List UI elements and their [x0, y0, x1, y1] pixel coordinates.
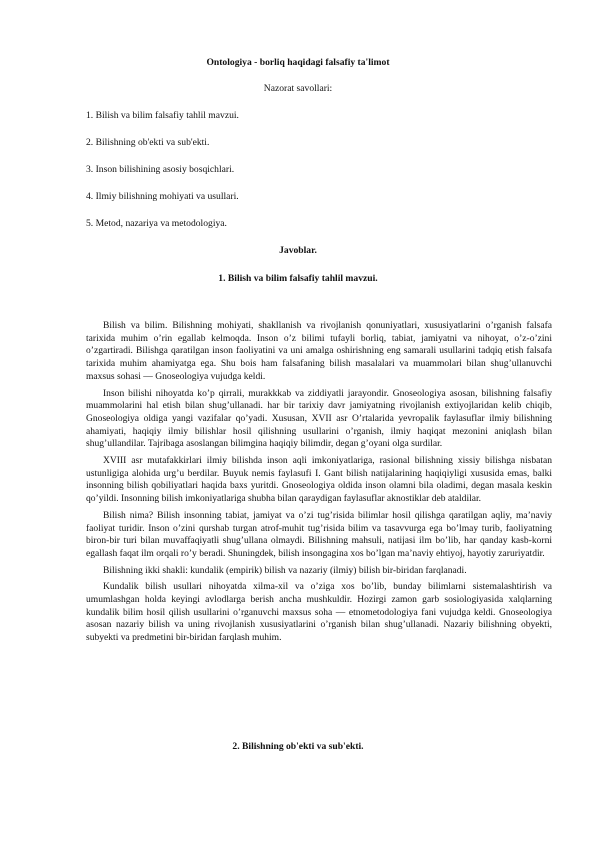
question-item: 3. Inson bilishining asosiy bosqichlari. [86, 164, 235, 175]
paragraph: Bilish nima? Bilish insonning tabiat, jamiyat va o’zi tug’risida bilimlar hosil qilishga qaratilgan aqliy, ma’naviy faoliyat turidir. Inson o’zini qurshab turgan atrof-muhit tug’risida bilim va tasavvurga ega bo’lmay turib, faoliyatning biron-bir turi bilan muvaffaqiyatli shug’ullana olmaydi. Bilishning mahsuli, natijasi ilm bo’lib, har qanday kasb-korni egallash faqat ilm orqali ro’y beradi. Shuningdek, bilish insongagina xos bo’lgan ma’naviy ehtiyoj, hayotiy zaruriyatdir. [86, 509, 552, 559]
question-item: 1. Bilish va bilim falsafiy tahlil mavzui. [86, 110, 239, 121]
paragraph: Bilish va bilim. Bilishning mohiyati, shakllanish va rivojlanish qonuniyatlari, xususiyatlarini o’rganish falsafa tarixida muhim o’rin egallab kelmoqda. Inson o’z bilimi tufayli borliq, tabiat, jamiyatni va nihoyat, o’z-o’zini o’zgartiradi. Bilishga qaratilgan inson faoliyatini va uni amalga oshirishning eng samarali usullarini tadqiq etish falsafa tarixida muhim ahamiyatga ega. Shu bois ham falsafaning bilish masalalari va muammolari bilan shug’ullanuvchi maxsus sohasi — Gnoseologiya vujudga keldi. [86, 320, 552, 382]
section-heading: 1. Bilish va bilim falsafiy tahlil mavzui. [218, 273, 378, 284]
paragraph: Inson bilishi nihoyatda ko’p qirrali, murakkkab va ziddiyatli jarayondir. Gnoseologiya asosan, bilishning falsafiy muammolarini hal etish bilan shug’ullanadi. har bir tarixiy davr jamiyatning rivojlanish extiyojlaridan kelib chiqib, Gnoseologiya oldiga yangi vazifalar qo’yadi. Xususan, XVII asr O’rtalarida yevropalik faylasuflar ilmiy bilishning ahamiyati, haqiqiy ilmiy bilishlar hosil qilishning usullarini o’rganish, ilmiy haqiqat mezonini aniqlash bilan shug’ullandilar. Tajribaga asoslangan bilimgina haqiqiy bilimdir, degan g’oyani olga surdilar. [86, 387, 552, 450]
paragraph: Kundalik bilish usullari nihoyatda xilma-xil va o’ziga xos bo’lib, bunday bilimlarni sistemalashtirish va umumlashgan holda keyingi avlodlarga berish ancha mushkuldir. Hozirgi zamon garb sosiologiyasida xalqlarning kundalik bilim hosil qilish usullarini o’rganuvchi maxsus soha — etnometodologiya fani vujudga keldi. Gnoseologiya asosan nazariy bilish va uning rivojlanish xususiyatlarini o’rganish bilan shug’ullanadi. Nazariy bilishning obyekti, subyekti va predmetini bir-biridan farqlash muhim. [86, 581, 552, 644]
section-heading: 2. Bilishning ob'ekti va sub'ekti. [232, 741, 364, 752]
question-item: 4. Ilmiy bilishning mohiyati va usullari. [86, 191, 239, 202]
answers-heading: Javoblar. [279, 245, 317, 256]
page-title: Ontologiya - borliq haqidagi falsafiy ta'limot [206, 57, 390, 68]
paragraph: XVIII asr mutafakkirlari ilmiy bilishda inson aqli imkoniyatlariga, rasional bilishning xissiy bilishga nisbatan ustunligiga alohida urg’u berdilar. Buyuk nemis faylasufi I. Gant bilish natijalarining haqiqiyligi xususida emas, balki insonning bilish qobiliyatlari haqida baxs yuritdi. Gnoseologiya oldida inson olamni bila oladimi, degan masala keskin qo’yildi. Insonning bilish imkoniyatlariga shubha bilan qaraydigan faylasuflar aknostiklar deb ataldilar. [86, 455, 552, 505]
question-item: 2. Bilishning ob'ekti va sub'ekti. [86, 137, 210, 148]
paragraph: Bilishning ikki shakli: kundalik (empirik) bilish va nazariy (ilmiy) bilish bir-biridan farqlanadi. [103, 564, 467, 576]
page-subtitle: Nazorat savollari: [263, 83, 333, 94]
question-item: 5. Metod, nazariya va metodologiya. [86, 218, 227, 229]
section-body [86, 320, 552, 649]
